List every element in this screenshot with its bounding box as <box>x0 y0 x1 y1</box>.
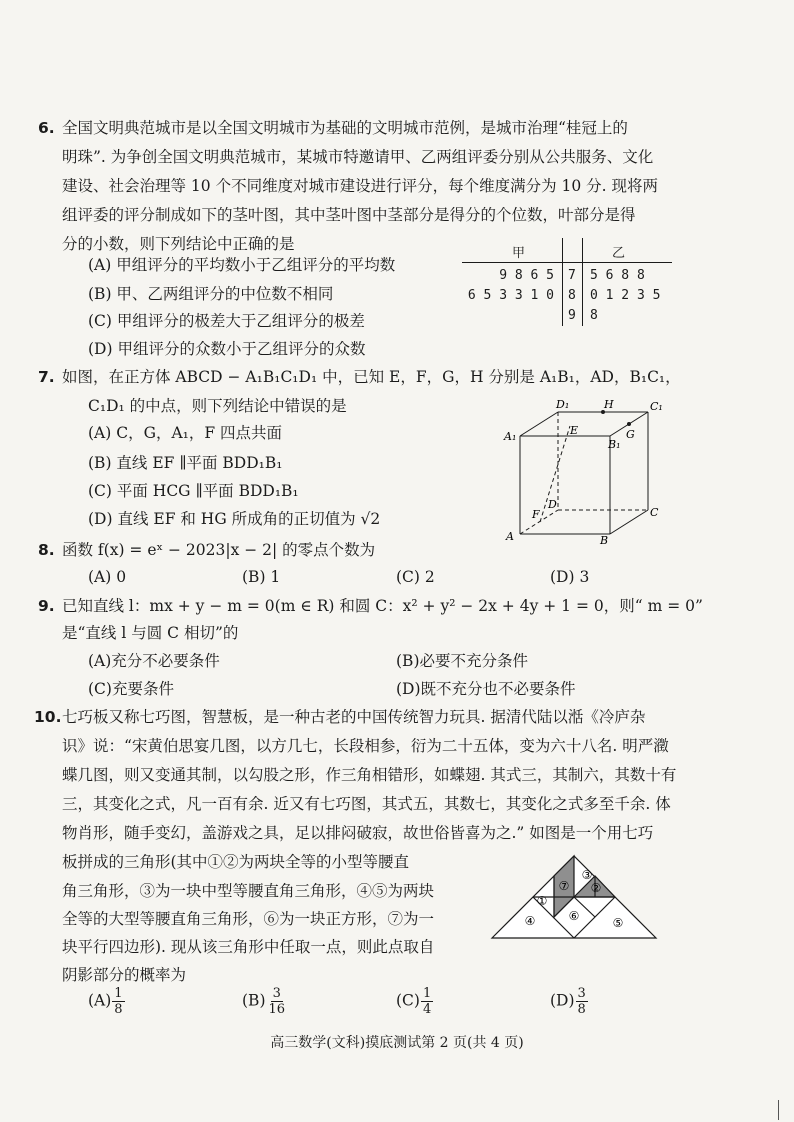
stem-leaf-row-1-stem: 7 <box>568 268 576 283</box>
q9-option-a: (A)充分不必要条件 <box>88 652 220 670</box>
q10-option-a-numerator: 1 <box>114 986 123 1001</box>
q10-option-c-denominator: 4 <box>422 1002 432 1017</box>
q6-line-5: 分的小数，则下列结论中正确的是 <box>62 235 295 253</box>
q10-option-c <box>396 986 433 1017</box>
stem-leaf-plot <box>462 238 672 328</box>
cube-label-f: F <box>532 508 540 521</box>
cube-label-e: E <box>570 424 579 437</box>
q7-line-2: C₁D₁ 的中点，则下列结论中错误的是 <box>88 397 347 415</box>
cube-label-c1: C₁ <box>650 400 663 413</box>
cube-label-h: H <box>604 398 614 411</box>
q9-option-b: (B)必要不充分条件 <box>396 652 528 670</box>
stem-leaf-row-3-right: 8 <box>590 308 598 323</box>
tangram-label-3: ③ <box>581 868 593 882</box>
q6-line-2: 明珠”. 为争创全国文明典范城市，某城市特邀请甲、乙两组评委分别从公共服务、文化 <box>62 148 654 166</box>
q8-option-c: (C) 2 <box>396 568 435 586</box>
q10-line-2: 识》说：“宋黄伯思宴几图，以方几七，长段相参，衍为二十五体，变为六十八名. 明严瀓 <box>62 737 669 755</box>
stem-leaf-header-yi: 乙 <box>612 246 626 261</box>
q10-line-8: 全等的大型等腰直角三角形，⑥为一块正方形，⑦为一 <box>62 910 435 928</box>
q7-option-b: (B) 直线 EF ∥平面 BDD₁B₁ <box>88 454 283 472</box>
q10-option-a-denominator: 8 <box>114 1002 123 1017</box>
stem-leaf-row-2-stem: 8 <box>568 288 576 303</box>
q6-option-b: (B) 甲、乙两组评分的中位数不相同 <box>88 285 334 303</box>
q6-option-d: (D) 甲组评分的众数小于乙组评分的众数 <box>88 340 366 358</box>
q10-option-d-numerator: 3 <box>577 986 586 1001</box>
stem-leaf-row-3-stem: 9 <box>568 308 576 323</box>
tangram-label-2: ② <box>590 881 602 895</box>
cube-label-g: G <box>626 428 635 441</box>
tangram-label-1: ① <box>536 894 548 908</box>
q6-option-a: (A) 甲组评分的平均数小于乙组评分的平均数 <box>88 256 396 274</box>
q10-number: 10. <box>34 708 62 726</box>
stem-leaf-row-2-right: 0 1 2 3 5 <box>590 288 661 303</box>
tangram-label-5: ⑤ <box>612 916 624 930</box>
q8-option-d: (D) 3 <box>550 568 590 586</box>
q9-option-c: (C)充要条件 <box>88 680 174 698</box>
tangram-label-4: ④ <box>524 914 536 928</box>
scan-edge-line <box>778 1100 779 1120</box>
q10-option-b-denominator: 16 <box>268 1002 286 1017</box>
stem-leaf-row-1-left: 9 8 6 5 <box>499 268 554 283</box>
cube-label-d1: D₁ <box>556 398 570 411</box>
q7-option-c: (C) 平面 HCG ∥平面 BDD₁B₁ <box>88 482 299 500</box>
cube-label-b: B <box>600 534 609 547</box>
q7-option-d: (D) 直线 EF 和 HG 所成角的正切值为 √2 <box>88 510 381 528</box>
q10-line-7: 角三角形，③为一块中型等腰直角三角形，④⑤为两块 <box>62 882 435 900</box>
q6-line-4: 组评委的评分制成如下的茎叶图，其中茎叶图中茎部分是得分的个位数，叶部分是得 <box>62 206 636 224</box>
q10-option-a-label: (A) <box>88 991 112 1010</box>
stem-leaf-row-2-left: 6 5 3 3 1 0 <box>467 288 554 303</box>
q6-line-3: 建设、社会治理等 10 个不同维度对城市建设进行评分，每个维度满分为 10 分. 现将两 <box>62 177 659 195</box>
q8-option-a: (A) 0 <box>88 568 127 586</box>
q10-option-d-label: (D) <box>550 991 575 1010</box>
q10-option-d-denominator: 8 <box>577 1002 586 1017</box>
q10-option-d <box>550 986 588 1017</box>
q9-line-2: 是“直线 l 与圆 C 相切”的 <box>62 624 239 642</box>
q7-line-1: 如图，在正方体 ABCD − A₁B₁C₁D₁ 中，已知 E，F，G，H 分别是 A₁B₁，AD，B₁C₁， <box>62 368 681 386</box>
q9-line-1: 已知直线 l：mx + y − m = 0(m ∈ R) 和圆 C：x² + y² − 2x + 4y + 1 = 0，则“ m = 0” <box>62 597 703 615</box>
q9-option-d: (D)既不充分也不必要条件 <box>396 680 576 698</box>
cube-label-c: C <box>650 506 659 519</box>
q10-option-a <box>88 986 125 1017</box>
q6-option-c: (C) 甲组评分的极差大于乙组评分的极差 <box>88 312 365 330</box>
q10-line-9: 块平行四边形). 现从该三角形中任取一点，则此点取自 <box>62 938 435 956</box>
tangram-label-6: ⑥ <box>568 909 580 923</box>
q6-number: 6. <box>38 119 55 137</box>
q10-line-4: 三，其变化之式，凡一百有余. 近又有七巧图，其式五，其数七，其变化之式多至千余. 体 <box>62 795 671 813</box>
cube-label-a1: A₁ <box>504 430 517 443</box>
q10-line-5: 物肖形，随手变幻，盖游戏之具，足以排闷破寂，故世俗皆喜为之.” 如图是一个用七巧 <box>62 824 654 842</box>
q7-option-a: (A) C，G，A₁，F 四点共面 <box>88 424 283 442</box>
q8-text: 函数 f(x) = eˣ − 2023|x − 2| 的零点个数为 <box>62 541 376 559</box>
q10-line-6: 板拼成的三角形(其中①②为两块全等的小型等腰直 <box>62 853 410 871</box>
q10-option-c-numerator: 1 <box>422 986 432 1001</box>
tangram-figure <box>490 850 660 940</box>
cube-label-a: A <box>506 530 514 543</box>
q10-line-3: 蝶几图，则又变通其制，以勾股之形，作三角相错形，如蝶翅. 其式三，其制六，其数十有 <box>62 766 677 784</box>
q9-number: 9. <box>38 597 55 615</box>
stem-leaf-header-jia: 甲 <box>512 246 526 261</box>
q6-line-1: 全国文明典范城市是以全国文明城市为基础的文明城市范例，是城市治理“桂冠上的 <box>62 119 628 137</box>
q10-option-c-label: (C) <box>396 991 420 1010</box>
q8-option-b: (B) 1 <box>242 568 281 586</box>
q10-option-b <box>242 986 287 1017</box>
cube-label-b1: B₁ <box>608 438 621 451</box>
q10-option-b-numerator: 3 <box>272 986 281 1001</box>
stem-leaf-row-1-right: 5 6 8 8 <box>590 268 645 283</box>
q7-number: 7. <box>38 368 55 386</box>
tangram-label-7: ⑦ <box>558 879 570 893</box>
q10-option-b-label: (B) <box>242 991 266 1010</box>
cube-label-d: D <box>548 498 557 511</box>
q10-line-10: 阴影部分的概率为 <box>62 966 187 984</box>
cube-figure <box>500 398 670 548</box>
page-footer: 高三数学(文科)摸底测试第 2 页(共 4 页) <box>270 1035 524 1051</box>
q10-line-1: 七巧板又称七巧图，智慧板，是一种古老的中国传统智力玩具. 据清代陆以湉《冷庐杂 <box>62 708 646 726</box>
q8-number: 8. <box>38 541 55 559</box>
